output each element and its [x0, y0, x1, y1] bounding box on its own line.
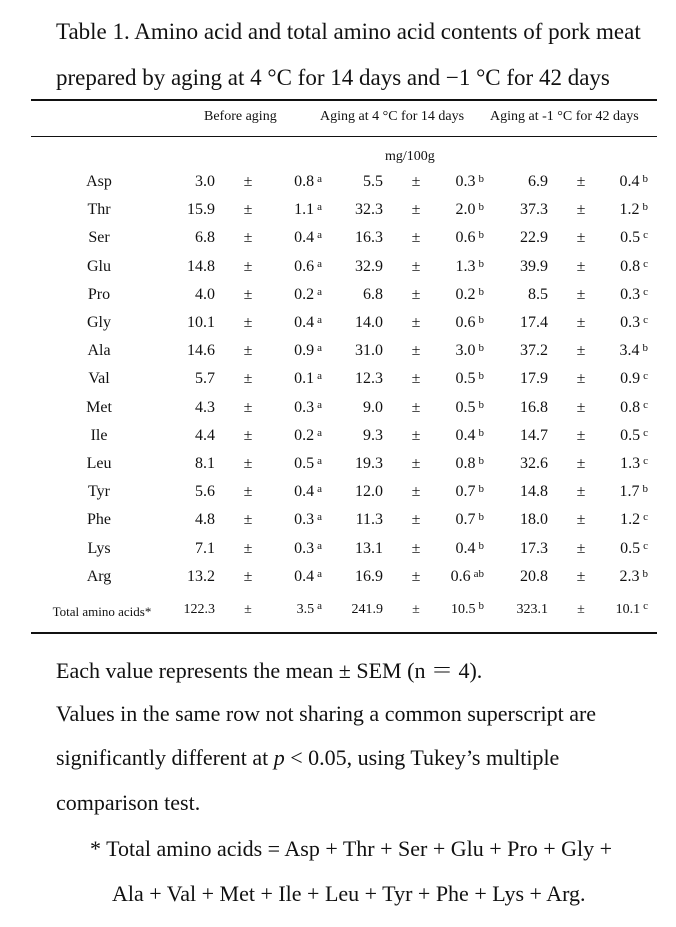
significance-superscript: c: [643, 258, 648, 270]
sem-value: [444, 342, 484, 360]
sem-number: 10.5: [451, 602, 476, 617]
significance-superscript: c: [643, 314, 648, 326]
plus-minus-sign: ±: [411, 427, 421, 444]
plus-minus-sign: ±: [576, 540, 586, 557]
sem-value: [608, 399, 648, 417]
mean-value: 14.8: [520, 483, 548, 500]
mean-value: 19.3: [355, 455, 383, 472]
plus-minus-sign: ±: [576, 229, 586, 246]
sem-number: 1.3: [620, 455, 641, 472]
significance-superscript: c: [643, 427, 648, 439]
sem-number: 0.4: [294, 314, 315, 331]
sem-value: [282, 258, 322, 276]
significance-superscript: b: [478, 600, 484, 612]
plus-minus-sign: ±: [411, 370, 421, 387]
sem-number: 0.3: [620, 314, 641, 331]
mean-value: 9.3: [363, 427, 383, 444]
mean-value: 14.0: [355, 314, 383, 331]
table-row: [0, 370, 676, 392]
plus-minus-sign: ±: [576, 455, 586, 472]
sem-number: 0.4: [294, 568, 315, 585]
plus-minus-sign: ±: [576, 314, 586, 331]
plus-minus-sign: ±: [243, 342, 253, 359]
sem-value: [444, 314, 484, 332]
mean-value: 241.9: [351, 602, 383, 617]
sem-number: 0.5: [620, 540, 641, 557]
sem-value: [282, 342, 322, 360]
plus-minus-sign: ±: [243, 399, 253, 416]
sem-value: [608, 540, 648, 558]
significance-superscript: a: [317, 258, 322, 270]
plus-minus-sign: ±: [576, 286, 586, 303]
mean-value: 32.3: [355, 201, 383, 218]
mean-value: 6.9: [528, 173, 548, 190]
sem-value: [282, 602, 322, 618]
mean-value: 37.3: [520, 201, 548, 218]
sem-number: 0.3: [620, 286, 641, 303]
sem-number: 0.1: [294, 370, 315, 387]
significance-superscript: a: [317, 455, 322, 467]
table-row: [0, 314, 676, 336]
mean-value: 12.0: [355, 483, 383, 500]
significance-superscript: b: [642, 342, 648, 354]
mean-value: 122.3: [183, 602, 215, 617]
table-title-line-1: Table 1. Amino acid and total amino acid contents of pork meat: [56, 19, 641, 44]
sem-number: 0.5: [455, 399, 476, 416]
sem-value: [282, 511, 322, 529]
sem-value: [282, 427, 322, 445]
significance-superscript: a: [317, 540, 322, 552]
plus-minus-sign: ±: [243, 483, 253, 500]
plus-minus-sign: ±: [576, 201, 586, 218]
plus-minus-sign: ±: [576, 568, 586, 585]
table-row: [0, 229, 676, 251]
mean-value: 17.9: [520, 370, 548, 387]
sem-value: [282, 455, 322, 473]
table-row: [0, 455, 676, 477]
plus-minus-sign: ±: [411, 568, 421, 585]
mean-value: 6.8: [363, 286, 383, 303]
table-row: [0, 342, 676, 364]
sem-number: 0.5: [294, 455, 315, 472]
significance-superscript: b: [478, 455, 484, 467]
note-significance-line-2: [56, 745, 559, 771]
column-header-aging-minus1c: Aging at -1 °C for 42 days: [490, 109, 639, 124]
sem-number: 0.2: [294, 427, 315, 444]
sem-value: [282, 314, 322, 332]
mean-value: 12.3: [355, 370, 383, 387]
sem-value: [444, 540, 484, 558]
mean-value: 16.3: [355, 229, 383, 246]
plus-minus-sign: ±: [577, 602, 585, 617]
sem-number: 3.4: [619, 342, 640, 359]
sem-value: [282, 399, 322, 417]
significance-superscript: b: [478, 258, 484, 270]
sem-value: [608, 173, 648, 191]
mean-value: 14.8: [187, 258, 215, 275]
significance-superscript: a: [317, 568, 322, 580]
sem-number: 0.7: [455, 483, 476, 500]
significance-superscript: c: [643, 511, 648, 523]
mean-value: 17.3: [520, 540, 548, 557]
sem-value: [282, 370, 322, 388]
mean-value: 14.6: [187, 342, 215, 359]
amino-acid-name: Pro: [87, 286, 111, 303]
table-row: [0, 427, 676, 449]
significance-superscript: a: [317, 399, 322, 411]
sem-value: [608, 455, 648, 473]
sem-number: 0.9: [620, 370, 641, 387]
mean-value: 39.9: [520, 258, 548, 275]
note-total-definition-2: Ala + Val + Met + Ile + Leu + Tyr + Phe + Lys + Arg.: [112, 881, 586, 906]
amino-acid-name: Asp: [86, 173, 112, 190]
sem-value: [444, 201, 484, 219]
mean-value: 37.2: [520, 342, 548, 359]
significance-superscript: b: [478, 342, 484, 354]
significance-superscript: a: [317, 173, 322, 185]
table-row: [0, 399, 676, 421]
amino-acid-name: Ile: [90, 427, 108, 444]
sem-value: [444, 602, 484, 618]
amino-acid-name: Phe: [87, 511, 111, 528]
note-sig-pre: significantly different at: [56, 745, 274, 770]
table-row: [0, 201, 676, 223]
mean-value: 13.2: [187, 568, 215, 585]
mean-value: 10.1: [187, 314, 215, 331]
sem-value: [608, 258, 648, 276]
bottom-rule: [31, 632, 657, 634]
significance-superscript: b: [478, 370, 484, 382]
significance-superscript: a: [317, 511, 322, 523]
sem-value: [444, 568, 484, 586]
sem-number: 0.3: [455, 173, 476, 190]
sem-number: 0.5: [620, 427, 641, 444]
plus-minus-sign: ±: [243, 455, 253, 472]
table-row: [0, 540, 676, 562]
significance-superscript: ab: [473, 568, 484, 580]
top-rule: [31, 99, 657, 101]
significance-superscript: a: [317, 342, 322, 354]
plus-minus-sign: ±: [411, 229, 421, 246]
amino-acid-name: Glu: [87, 258, 111, 275]
plus-minus-sign: ±: [243, 511, 253, 528]
significance-superscript: b: [478, 399, 484, 411]
significance-superscript: a: [317, 483, 322, 495]
amino-acid-name: Lys: [87, 540, 111, 557]
mean-value: 8.1: [195, 455, 215, 472]
sem-value: [282, 286, 322, 304]
significance-superscript: b: [642, 483, 648, 495]
significance-superscript: c: [643, 540, 648, 552]
sem-number: 0.9: [294, 342, 315, 359]
mean-value: 4.4: [195, 427, 215, 444]
plus-minus-sign: ±: [411, 511, 421, 528]
sem-value: [608, 427, 648, 445]
sem-value: [444, 286, 484, 304]
significance-superscript: c: [643, 399, 648, 411]
significance-superscript: b: [478, 286, 484, 298]
note-total-definition-1: * Total amino acids = Asp + Thr + Ser + Glu + Pro + Gly +: [90, 836, 613, 861]
sem-value: [608, 229, 648, 247]
mean-value: 17.4: [520, 314, 548, 331]
sem-number: 0.8: [620, 258, 641, 275]
sem-number: 0.8: [455, 455, 476, 472]
amino-acid-name: Arg: [86, 568, 112, 585]
sem-number: 1.2: [619, 201, 640, 218]
mean-value: 16.8: [520, 399, 548, 416]
significance-superscript: c: [643, 286, 648, 298]
mean-value: 32.9: [355, 258, 383, 275]
plus-minus-sign: ±: [576, 427, 586, 444]
column-header-aging-4c: Aging at 4 °C for 14 days: [320, 109, 465, 124]
amino-acid-name: Ala: [87, 342, 111, 359]
header-rule: [31, 136, 657, 137]
significance-superscript: c: [643, 229, 648, 241]
table-title-line-2: prepared by aging at 4 °C for 14 days and −1 °C for 42 days: [56, 65, 610, 90]
plus-minus-sign: ±: [411, 173, 421, 190]
note-mean-sem: Each value represents the mean ± SEM (n ＝ 4).: [56, 658, 483, 683]
mean-value: 4.3: [195, 399, 215, 416]
sem-value: [608, 602, 648, 618]
sem-value: [608, 342, 648, 360]
sem-value: [282, 229, 322, 247]
sem-number: 0.6: [294, 258, 315, 275]
significance-superscript: a: [317, 600, 322, 612]
significance-superscript: b: [478, 427, 484, 439]
note-significance-line-3: comparison test.: [56, 790, 201, 815]
sem-number: 0.4: [455, 540, 476, 557]
mean-value: 11.3: [355, 511, 383, 528]
significance-superscript: c: [643, 600, 648, 612]
plus-minus-sign: ±: [411, 286, 421, 303]
sem-value: [282, 201, 322, 219]
sem-value: [608, 201, 648, 219]
significance-superscript: a: [317, 229, 322, 241]
mean-value: 18.0: [520, 511, 548, 528]
mean-value: 5.7: [195, 370, 215, 387]
sem-number: 0.6: [455, 314, 476, 331]
sem-value: [282, 568, 322, 586]
sem-number: 1.1: [294, 201, 315, 218]
plus-minus-sign: ±: [412, 602, 420, 617]
plus-minus-sign: ±: [243, 427, 253, 444]
sem-number: 2.3: [619, 568, 640, 585]
table-row: [0, 286, 676, 308]
sem-number: 1.3: [455, 258, 476, 275]
sem-number: 3.5: [296, 602, 315, 617]
mean-value: 6.8: [195, 229, 215, 246]
total-label: Total amino acids*: [52, 604, 152, 619]
sem-value: [444, 483, 484, 501]
mean-value: 9.0: [363, 399, 383, 416]
sem-number: 0.2: [455, 286, 476, 303]
sem-number: 3.0: [455, 342, 476, 359]
plus-minus-sign: ±: [411, 483, 421, 500]
plus-minus-sign: ±: [576, 370, 586, 387]
mean-value: 32.6: [520, 455, 548, 472]
significance-superscript: a: [317, 370, 322, 382]
sem-number: 0.6: [455, 229, 476, 246]
sem-value: [444, 427, 484, 445]
plus-minus-sign: ±: [576, 342, 586, 359]
sem-number: 0.4: [294, 229, 315, 246]
amino-acid-name: Gly: [87, 314, 111, 331]
plus-minus-sign: ±: [243, 568, 253, 585]
sem-number: 0.5: [455, 370, 476, 387]
significance-superscript: b: [478, 201, 484, 213]
sem-value: [444, 173, 484, 191]
sem-number: 0.3: [294, 511, 315, 528]
amino-acid-name: Val: [88, 370, 110, 387]
sem-value: [444, 455, 484, 473]
significance-superscript: a: [317, 314, 322, 326]
significance-superscript: c: [643, 455, 648, 467]
significance-superscript: a: [317, 201, 322, 213]
plus-minus-sign: ±: [244, 602, 252, 617]
plus-minus-sign: ±: [243, 258, 253, 275]
mean-value: 20.8: [520, 568, 548, 585]
plus-minus-sign: ±: [411, 258, 421, 275]
note-significance-line-1: Values in the same row not sharing a common superscript are: [56, 701, 597, 726]
plus-minus-sign: ±: [243, 540, 253, 557]
column-header-before-aging: Before aging: [204, 109, 277, 124]
mean-value: 3.0: [195, 173, 215, 190]
plus-minus-sign: ±: [411, 201, 421, 218]
sem-number: 0.4: [455, 427, 476, 444]
plus-minus-sign: ±: [576, 483, 586, 500]
note-sig-post: < 0.05, using Tukey’s multiple: [284, 745, 560, 770]
plus-minus-sign: ±: [243, 201, 253, 218]
sem-number: 1.2: [620, 511, 641, 528]
total-row: [0, 602, 676, 624]
mean-value: 5.6: [195, 483, 215, 500]
significance-superscript: b: [478, 540, 484, 552]
significance-superscript: b: [478, 511, 484, 523]
sem-number: 0.3: [294, 399, 315, 416]
sem-value: [608, 314, 648, 332]
sem-value: [608, 511, 648, 529]
table-row: [0, 568, 676, 590]
sem-value: [444, 511, 484, 529]
significance-superscript: c: [643, 370, 648, 382]
amino-acid-name: Ser: [88, 229, 110, 246]
sem-value: [608, 568, 648, 586]
sem-number: 0.5: [620, 229, 641, 246]
mean-value: 4.0: [195, 286, 215, 303]
mean-value: 15.9: [187, 201, 215, 218]
sem-number: 0.4: [294, 483, 315, 500]
plus-minus-sign: ±: [243, 173, 253, 190]
sem-number: 0.2: [294, 286, 315, 303]
sem-number: 0.3: [294, 540, 315, 557]
sem-number: 0.6: [450, 568, 471, 585]
sem-value: [444, 258, 484, 276]
plus-minus-sign: ±: [576, 258, 586, 275]
table-row: [0, 173, 676, 195]
sem-value: [608, 286, 648, 304]
table-row: [0, 258, 676, 280]
plus-minus-sign: ±: [411, 342, 421, 359]
plus-minus-sign: ±: [411, 314, 421, 331]
sem-number: 0.8: [294, 173, 315, 190]
significance-superscript: b: [478, 314, 484, 326]
mean-value: 14.7: [520, 427, 548, 444]
mean-value: 4.8: [195, 511, 215, 528]
sem-value: [444, 370, 484, 388]
amino-acid-name: Tyr: [88, 483, 110, 500]
amino-acid-name: Leu: [86, 455, 112, 472]
mean-value: 8.5: [528, 286, 548, 303]
sem-value: [608, 483, 648, 501]
plus-minus-sign: ±: [576, 173, 586, 190]
significance-superscript: b: [478, 173, 484, 185]
sem-number: 0.8: [620, 399, 641, 416]
amino-acid-name: Thr: [87, 201, 111, 218]
unit-label: mg/100g: [385, 149, 435, 164]
sem-number: 1.7: [619, 483, 640, 500]
plus-minus-sign: ±: [411, 540, 421, 557]
note-sig-p: p: [273, 745, 285, 770]
mean-value: 31.0: [355, 342, 383, 359]
plus-minus-sign: ±: [243, 314, 253, 331]
mean-value: 16.9: [355, 568, 383, 585]
sem-value: [282, 540, 322, 558]
mean-value: 7.1: [195, 540, 215, 557]
sem-number: 10.1: [615, 602, 641, 617]
plus-minus-sign: ±: [243, 229, 253, 246]
mean-value: 13.1: [355, 540, 383, 557]
plus-minus-sign: ±: [243, 286, 253, 303]
sem-value: [282, 173, 322, 191]
sem-value: [608, 370, 648, 388]
mean-value: 323.1: [516, 602, 548, 617]
significance-superscript: b: [642, 568, 648, 580]
sem-value: [282, 483, 322, 501]
plus-minus-sign: ±: [411, 455, 421, 472]
sem-number: 0.4: [619, 173, 640, 190]
plus-minus-sign: ±: [576, 399, 586, 416]
plus-minus-sign: ±: [411, 399, 421, 416]
significance-superscript: b: [642, 173, 648, 185]
plus-minus-sign: ±: [576, 511, 586, 528]
sem-number: 0.7: [455, 511, 476, 528]
significance-superscript: a: [317, 286, 322, 298]
sem-value: [444, 399, 484, 417]
significance-superscript: b: [642, 201, 648, 213]
table-row: [0, 483, 676, 505]
sem-number: 2.0: [455, 201, 476, 218]
mean-value: 5.5: [363, 173, 383, 190]
sem-value: [444, 229, 484, 247]
significance-superscript: b: [478, 483, 484, 495]
mean-value: 22.9: [520, 229, 548, 246]
table-row: [0, 511, 676, 533]
plus-minus-sign: ±: [243, 370, 253, 387]
amino-acid-name: Met: [86, 399, 112, 416]
significance-superscript: a: [317, 427, 322, 439]
significance-superscript: b: [478, 229, 484, 241]
